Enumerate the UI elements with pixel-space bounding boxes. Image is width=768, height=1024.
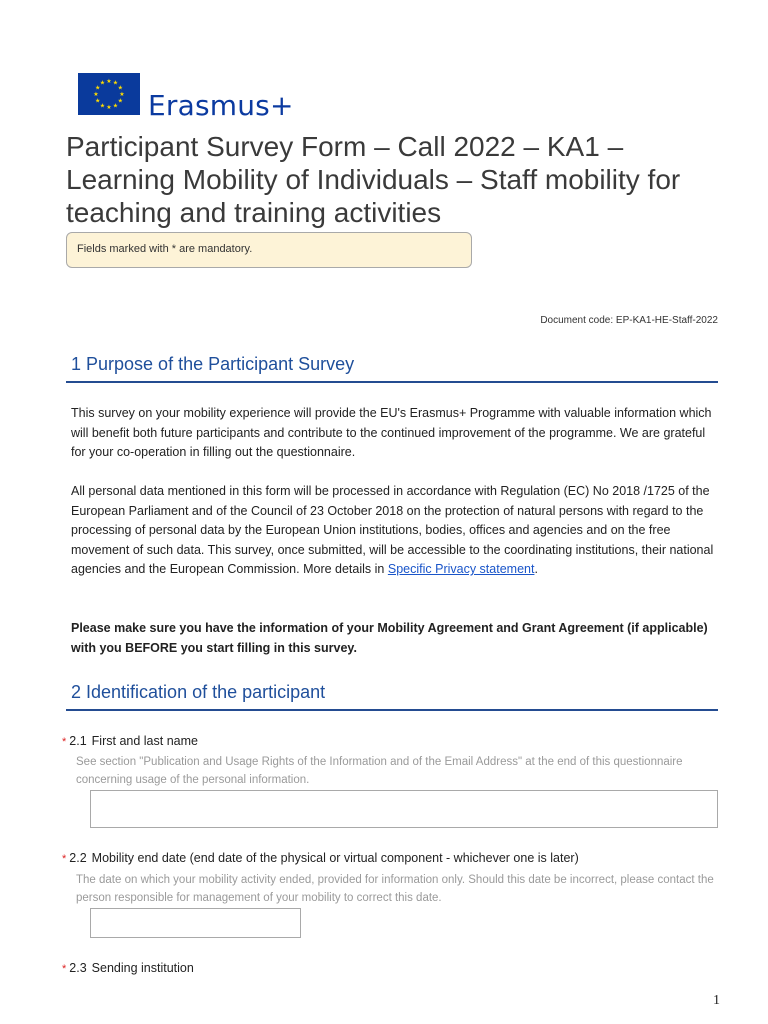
flag-star-icon: ★ [106,79,112,85]
question-2-2-help: The date on which your mobility activity ended, provided for information only. Should this date be incorrect, please contact the person responsible for management of your mobility to correct this date. [76,874,714,904]
required-marker: * [62,853,67,865]
flag-star-icon: ★ [99,80,106,87]
logo-text: Erasmus+ [148,89,294,122]
question-number: 2.1 [69,734,87,748]
eu-flag-icon [78,73,140,115]
flag-star-icon: ★ [95,98,101,105]
flag-star-icon: ★ [99,103,106,110]
flag-star-icon: ★ [117,85,123,92]
flag-star-icon: ★ [112,80,119,87]
page-number: 1 [713,993,720,1008]
purpose-paragraph-3: Please make sure you have the information of your Mobility Agreement and Grant Agreement (if applicable) with you BEFORE you start filling in this survey. [71,621,708,655]
privacy-statement-link[interactable]: Specific Privacy statement [387,562,535,576]
flag-star-icon: ★ [95,85,101,92]
question-number: 2.3 [69,961,87,975]
flag-star-icon: ★ [112,103,119,110]
first-last-name-input[interactable] [90,790,718,828]
purpose-paragraph-1: This survey on your mobility experience will provide the EU's Erasmus+ Programme with valuable information which will benefit both future participants and contribute to the continued improvement of the programme. We are grateful for your co-operation in filling out the questionnaire. [71,406,712,459]
required-marker: * [62,963,67,975]
required-marker: * [62,736,67,748]
question-text: Sending institution [91,961,194,975]
mandatory-notice: Fields marked with * are mandatory. [66,232,472,268]
purpose-paragraph-2-text: All personal data mentioned in this form will be processed in accordance with Regulation (EC) No 2018 /1725 of the European Parliament and of the Council of 23 October 2018 on the protection of natural persons with regard to the processing of personal data by the European Union institutions, bodies, offices and agencies and on the free movement of such data. This survey, once submitted, will be accessible to the coordinating institutions, their national agencies and the European Commission. More details in [71,484,714,576]
question-2-1-label [62,734,198,748]
form-title: Participant Survey Form – Call 2022 – KA1 – Learning Mobility of Individuals – Staff mobility for teaching and training activities [66,131,681,228]
flag-star-icon: ★ [93,92,99,98]
mobility-end-date-input[interactable] [90,908,301,938]
flag-star-icon: ★ [119,92,125,98]
flag-star-icon: ★ [106,105,112,111]
flag-star-icon: ★ [117,98,123,105]
question-2-2-label [62,851,579,865]
question-text: First and last name [91,734,198,748]
document-code: Document code: EP-KA1-HE-Staff-2022 [540,315,718,326]
purpose-paragraph-2 [71,482,723,580]
question-2-1-help: See section "Publication and Usage Rights of the Information and of the Email Address" at the end of this questionnaire concerning usage of the personal information. [76,756,683,786]
question-2-3-label [62,961,194,975]
section-title-identification: 2 Identification of the participant [66,682,718,711]
erasmus-logo [78,73,298,123]
section-title-purpose: 1 Purpose of the Participant Survey [66,354,718,383]
question-text: Mobility end date (end date of the physical or virtual component - whichever one is later) [91,851,579,865]
purpose-paragraph-2-end: . [534,562,538,576]
question-number: 2.2 [69,851,87,865]
